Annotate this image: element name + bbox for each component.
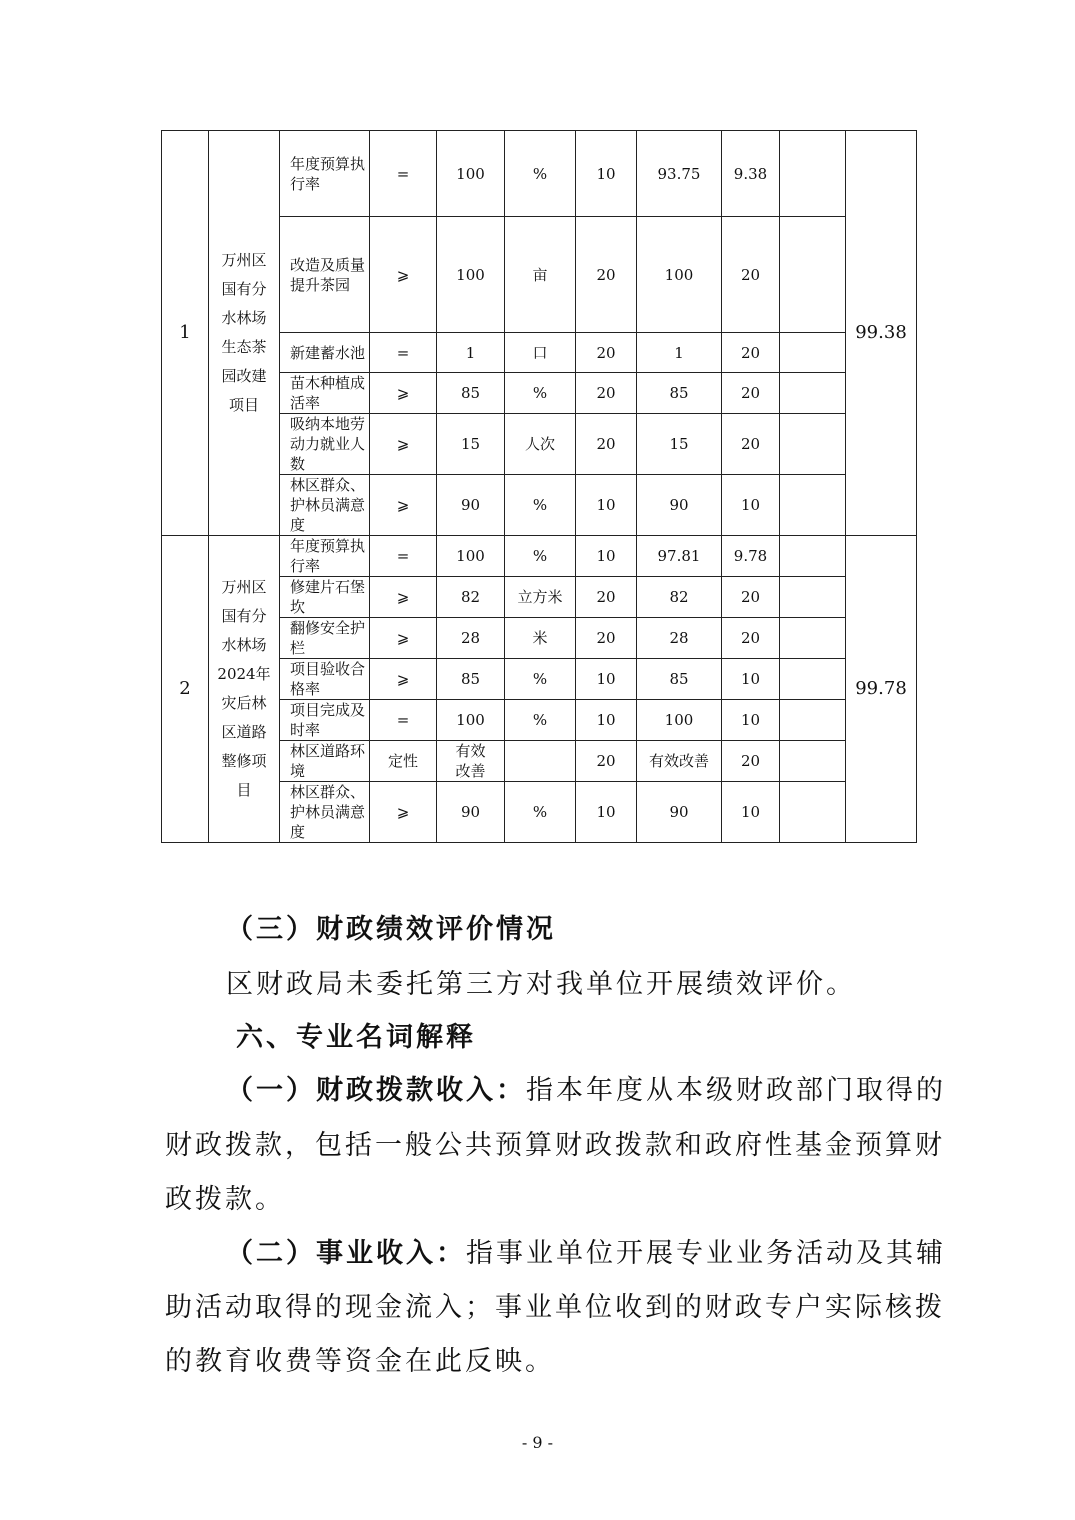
cell-actual: 90 <box>637 475 722 536</box>
cell-op: = <box>370 333 437 373</box>
cell-op: ⩾ <box>370 414 437 475</box>
section3-text: 区财政局未委托第三方对我单位开展绩效评价。 <box>226 969 856 1000</box>
term1-label: （一）财政拨款收入： <box>226 1075 526 1106</box>
cell-target: 82 <box>437 577 505 618</box>
cell-note <box>780 659 846 700</box>
cell-weight: 10 <box>576 782 637 843</box>
cell-actual: 97.81 <box>637 536 722 577</box>
indicator-name: 年度预算执行率 <box>280 131 370 217</box>
indicator-name: 年度预算执行率 <box>280 536 370 577</box>
cell-unit: 亩 <box>505 217 576 333</box>
cell-op: ⩾ <box>370 373 437 414</box>
cell-note <box>780 131 846 217</box>
cell-unit: % <box>505 782 576 843</box>
cell-score: 10 <box>722 700 780 741</box>
project-name: 万州区国有分水林场生态茶园改建项目 <box>209 131 280 536</box>
cell-score: 20 <box>722 618 780 659</box>
project-name: 万州区国有分水林场2024年灾后林区道路整修项目 <box>209 536 280 843</box>
cell-target: 85 <box>437 659 505 700</box>
cell-score: 20 <box>722 333 780 373</box>
cell-actual: 85 <box>637 659 722 700</box>
indicator-name: 改造及质量提升茶园 <box>280 217 370 333</box>
cell-op: ⩾ <box>370 659 437 700</box>
cell-weight: 20 <box>576 414 637 475</box>
cell-weight: 10 <box>576 131 637 217</box>
cell-target: 15 <box>437 414 505 475</box>
indicator-name: 翻修安全护栏 <box>280 618 370 659</box>
project-total-score: 99.38 <box>846 131 917 536</box>
cell-target: 有效改善 <box>437 741 505 782</box>
indicator-name: 吸纳本地劳动力就业人数 <box>280 414 370 475</box>
cell-actual: 85 <box>637 373 722 414</box>
indicator-name: 林区道路环境 <box>280 741 370 782</box>
term1-text-1: 指本年度从本级财政部门取得的 <box>526 1075 946 1106</box>
cell-target: 100 <box>437 536 505 577</box>
cell-score: 20 <box>722 217 780 333</box>
cell-target: 100 <box>437 131 505 217</box>
cell-unit: % <box>505 659 576 700</box>
cell-note <box>780 475 846 536</box>
cell-score: 10 <box>722 782 780 843</box>
cell-unit <box>505 741 576 782</box>
performance-table <box>161 130 917 843</box>
cell-op: 定性 <box>370 741 437 782</box>
indicator-name: 新建蓄水池 <box>280 333 370 373</box>
cell-score: 9.38 <box>722 131 780 217</box>
cell-target: 90 <box>437 475 505 536</box>
cell-note <box>780 373 846 414</box>
indicator-name: 项目验收合格率 <box>280 659 370 700</box>
cell-score: 10 <box>722 475 780 536</box>
term2-label: （二）事业收入： <box>226 1238 466 1269</box>
cell-note <box>780 217 846 333</box>
cell-target: 90 <box>437 782 505 843</box>
indicator-name: 林区群众、护林员满意度 <box>280 782 370 843</box>
cell-note <box>780 414 846 475</box>
indicator-name: 苗木种植成活率 <box>280 373 370 414</box>
cell-op: ⩾ <box>370 577 437 618</box>
cell-note <box>780 536 846 577</box>
page-number: - 9 - <box>521 1433 554 1452</box>
indicator-name: 项目完成及时率 <box>280 700 370 741</box>
table-row <box>162 131 917 217</box>
table-row <box>162 536 917 577</box>
cell-weight: 20 <box>576 741 637 782</box>
cell-weight: 10 <box>576 659 637 700</box>
project-number: 1 <box>162 131 209 536</box>
cell-score: 9.78 <box>722 536 780 577</box>
section3-heading: （三）财政绩效评价情况 <box>226 914 556 945</box>
term1-text-2: 财政拨款，包括一般公共预算财政拨款和政府性基金预算财 <box>165 1130 945 1161</box>
cell-actual: 82 <box>637 577 722 618</box>
term2-text-3: 的教育收费等资金在此反映。 <box>165 1346 555 1377</box>
project-total-score: 99.78 <box>846 536 917 843</box>
cell-op: ⩾ <box>370 782 437 843</box>
table-body <box>162 131 917 843</box>
cell-actual: 100 <box>637 700 722 741</box>
term2-text-1: 指事业单位开展专业业务活动及其辅 <box>466 1238 946 1269</box>
cell-actual: 15 <box>637 414 722 475</box>
cell-op: ⩾ <box>370 618 437 659</box>
cell-unit: % <box>505 475 576 536</box>
cell-unit: % <box>505 373 576 414</box>
cell-note <box>780 741 846 782</box>
section6-heading: 六、专业名词解释 <box>236 1022 476 1053</box>
cell-op: ⩾ <box>370 475 437 536</box>
cell-weight: 20 <box>576 373 637 414</box>
cell-target: 28 <box>437 618 505 659</box>
cell-note <box>780 700 846 741</box>
cell-actual: 1 <box>637 333 722 373</box>
cell-weight: 20 <box>576 217 637 333</box>
cell-weight: 20 <box>576 333 637 373</box>
term2-text-2: 助活动取得的现金流入；事业单位收到的财政专户实际核拨 <box>165 1292 945 1323</box>
cell-unit: 米 <box>505 618 576 659</box>
cell-op: = <box>370 536 437 577</box>
cell-score: 20 <box>722 373 780 414</box>
cell-op: = <box>370 700 437 741</box>
project-number: 2 <box>162 536 209 843</box>
cell-weight: 10 <box>576 536 637 577</box>
cell-target: 85 <box>437 373 505 414</box>
cell-unit: 人次 <box>505 414 576 475</box>
cell-target: 100 <box>437 700 505 741</box>
cell-note <box>780 782 846 843</box>
cell-unit: 口 <box>505 333 576 373</box>
cell-note <box>780 618 846 659</box>
term1-first-line <box>226 1068 946 1107</box>
cell-actual: 有效改善 <box>637 741 722 782</box>
cell-target: 100 <box>437 217 505 333</box>
cell-note <box>780 333 846 373</box>
cell-target: 1 <box>437 333 505 373</box>
cell-score: 20 <box>722 414 780 475</box>
indicator-name: 修建片石堡坎 <box>280 577 370 618</box>
cell-note <box>780 577 846 618</box>
cell-unit: 立方米 <box>505 577 576 618</box>
cell-unit: % <box>505 131 576 217</box>
cell-unit: % <box>505 536 576 577</box>
cell-actual: 93.75 <box>637 131 722 217</box>
cell-op: = <box>370 131 437 217</box>
cell-op: ⩾ <box>370 217 437 333</box>
cell-weight: 10 <box>576 475 637 536</box>
cell-actual: 100 <box>637 217 722 333</box>
cell-unit: % <box>505 700 576 741</box>
cell-weight: 20 <box>576 618 637 659</box>
cell-weight: 10 <box>576 700 637 741</box>
cell-score: 10 <box>722 659 780 700</box>
term1-text-3: 政拨款。 <box>165 1184 285 1215</box>
cell-score: 20 <box>722 741 780 782</box>
cell-weight: 20 <box>576 577 637 618</box>
indicator-name: 林区群众、护林员满意度 <box>280 475 370 536</box>
term2-first-line <box>226 1231 946 1270</box>
cell-actual: 28 <box>637 618 722 659</box>
cell-actual: 90 <box>637 782 722 843</box>
cell-score: 20 <box>722 577 780 618</box>
